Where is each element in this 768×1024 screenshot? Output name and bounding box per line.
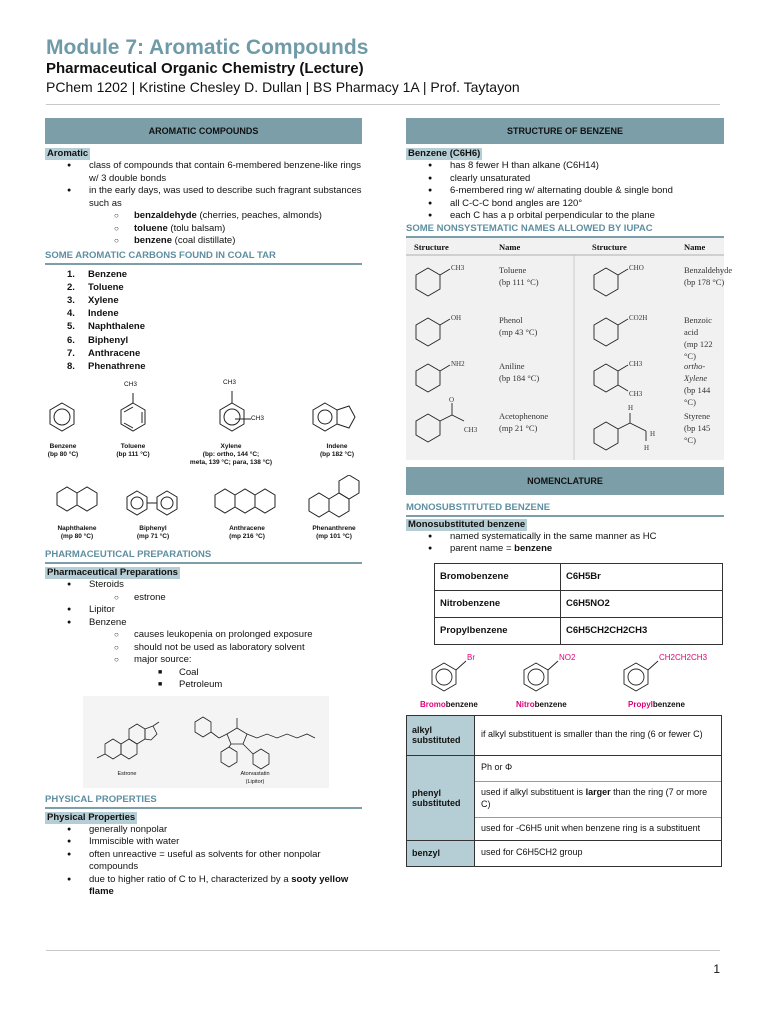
- iupac-col-header: Name: [499, 241, 521, 252]
- fragrant-name: benzaldehyde: [134, 210, 197, 221]
- benzene-struct-label: [45, 443, 81, 459]
- list-number: 3.: [67, 294, 75, 306]
- list-item: [45, 320, 362, 333]
- benzene-formula-label: Benzene (C6H6): [408, 148, 481, 159]
- list-item: [45, 185, 362, 248]
- list-item: ■ Petroleum: [45, 679, 362, 692]
- iupac-name: [684, 410, 724, 446]
- naphthalene-struct-label: [47, 525, 107, 541]
- list-text: Phenathrene: [88, 360, 146, 372]
- list-text: Indene: [88, 308, 119, 320]
- fragrant-note: (coal distillate): [172, 235, 236, 246]
- label-line: (mp 71 °C): [136, 533, 170, 541]
- pharm-label: Pharmaceutical Preparations: [47, 567, 178, 579]
- label-line: (mp 101 °C): [316, 533, 352, 541]
- iupac-col-header: Structure: [414, 241, 449, 252]
- substituent-label: H: [644, 443, 650, 452]
- stem: benzene: [445, 699, 478, 709]
- atorvastatin-label: [225, 770, 285, 786]
- name-line: (bp 178 °C): [684, 276, 725, 287]
- table-cell: Nitrobenzene: [435, 590, 561, 617]
- mono-structures: [406, 649, 724, 715]
- pharm-heading: PHARMACEUTICAL PREPARATIONS: [45, 549, 362, 564]
- label-line: (bp 80 °C): [47, 451, 79, 459]
- name-line: (mp 43 °C): [499, 326, 538, 337]
- label-line: (mp 216 °C): [229, 533, 265, 541]
- list-text: Biphenyl: [88, 334, 129, 346]
- table-cell: Propylbenzene: [435, 617, 561, 644]
- iupac-name: [499, 264, 539, 288]
- label-line: (Lipitor): [245, 778, 265, 785]
- substituent-label: CHO: [629, 263, 644, 272]
- anthracene-struct-label: [217, 525, 277, 541]
- substituent-table: [406, 715, 722, 867]
- substituent-label: CH3: [629, 359, 643, 368]
- list-item-text: parent name =: [450, 543, 515, 554]
- list-item: [45, 223, 362, 236]
- list-item-text: in the early days, was used to describe such fragrant substances such as: [89, 185, 362, 209]
- bromobenzene-label: [420, 701, 478, 709]
- list-number: 5.: [67, 321, 75, 333]
- name-line: Benzoic acid: [684, 314, 712, 337]
- list-item: ● has 8 fewer H than alkane (C6H14): [406, 160, 724, 173]
- table-cell: C6H5NO2: [561, 590, 723, 617]
- page-number: 1: [713, 962, 720, 976]
- iupac-name: [499, 360, 539, 384]
- label-line: Indene: [326, 443, 348, 451]
- table-row: [407, 715, 722, 755]
- list-item: [45, 210, 362, 223]
- table-row: [435, 617, 723, 644]
- table-cell: Bromobenzene: [435, 563, 561, 590]
- module-title: Module 7: Aromatic Compounds: [46, 36, 369, 59]
- substituent-label: CH3: [451, 263, 465, 272]
- stem: benzene: [652, 699, 685, 709]
- prefix: Nitro: [516, 699, 535, 709]
- list-text: Toluene: [88, 281, 124, 293]
- substituent-label: NH2: [451, 359, 465, 368]
- list-item-bold: benzene: [514, 543, 553, 554]
- label-line: Toluene: [120, 443, 146, 451]
- list-item: ○ estrone: [45, 592, 362, 605]
- name-line: (bp 145 °C): [684, 422, 711, 445]
- iupac-name: [684, 314, 724, 362]
- list-item: [45, 874, 362, 899]
- table-cell: phenyl substituted: [407, 755, 475, 840]
- table-row: [435, 563, 723, 590]
- list-item: ● 6-membered ring w/ alternating double & single bond: [406, 185, 724, 198]
- monosubstituted-table: [434, 563, 723, 645]
- list-item: ● named systematically in the same manner as HC: [406, 531, 724, 544]
- label-line: Xylene: [220, 443, 242, 451]
- mono-bullets: [406, 531, 724, 556]
- phys-heading: PHYSICAL PROPERTIES: [45, 794, 362, 809]
- list-item: ○ causes leukopenia on prolonged exposure: [45, 629, 362, 642]
- table-cell: C6H5Br: [561, 563, 723, 590]
- label-line: Phenanthrene: [312, 525, 356, 533]
- table-cell: C6H5CH2CH2CH3: [561, 617, 723, 644]
- iupac-names-table: [406, 238, 733, 460]
- substituent-label: CO2H: [629, 313, 648, 322]
- label-line: Naphthalene: [57, 525, 97, 533]
- list-item-text: due to higher ratio of C to H, characterized by a: [89, 873, 292, 885]
- note-bold: larger: [585, 787, 611, 797]
- list-item-text: major source:: [134, 654, 192, 666]
- name-line: Aniline: [499, 360, 525, 371]
- fragrant-name: benzene: [134, 235, 173, 246]
- benzene-bullets: [406, 160, 724, 223]
- list-item: ● Lipitor: [45, 604, 362, 617]
- list-item: [45, 360, 362, 373]
- fragrant-note: (cherries, peaches, almonds): [196, 210, 322, 221]
- list-item: [45, 235, 362, 248]
- name-line: Acetophenone: [499, 410, 549, 421]
- list-item-bold: sooty yellow flame: [89, 873, 349, 898]
- aromatic-label: Aromatic: [47, 148, 89, 159]
- left-column: [45, 118, 362, 899]
- footer-divider: [46, 950, 720, 951]
- nitrobenzene-label: [516, 701, 567, 709]
- list-text: Benzene: [88, 268, 128, 280]
- mono-heading: MONOSUBSTITUTED BENZENE: [406, 502, 724, 517]
- table-row: [435, 590, 723, 617]
- iupac-name: [499, 314, 537, 338]
- phys-bullets: [45, 824, 362, 899]
- course-info: PChem 1202 | Kristine Chesley D. Dullan | BS Pharmacy 1A | Prof. Taytayon: [46, 79, 520, 95]
- band-nomenclature: NOMENCLATURE: [406, 467, 724, 495]
- list-item: [45, 654, 362, 692]
- list-item: [45, 281, 362, 294]
- substituent-label: CH3: [464, 425, 478, 434]
- table-row: [407, 840, 722, 866]
- list-text: Anthracene: [88, 347, 141, 359]
- list-item: [45, 307, 362, 320]
- biphenyl-struct-label: [125, 525, 181, 541]
- label-line: (bp 111 °C): [116, 451, 150, 459]
- coal-tar-structures-row1: [45, 379, 362, 471]
- phenanthrene-struct-label: [303, 525, 365, 541]
- phenyl-note: Ph or Φ: [475, 756, 721, 783]
- stem: benzene: [534, 699, 567, 709]
- ch3-label: CH3: [223, 379, 237, 387]
- coal-tar-heading: SOME AROMATIC CARBONS FOUND IN COAL TAR: [45, 250, 362, 265]
- header-divider: [46, 104, 720, 105]
- phenyl-note: used for -C6H5 unit when benzene ring is a substituent: [481, 823, 701, 833]
- table-cell: if alkyl substituent is smaller than the ring (6 or fewer C): [475, 715, 722, 755]
- table-cell: alkyl substituted: [407, 715, 475, 755]
- substituent-propyl: CH2CH2CH3: [659, 652, 708, 662]
- list-item: ■ Coal: [45, 667, 362, 680]
- list-item: ● clearly unsaturated: [406, 173, 724, 186]
- band-structure-of-benzene: STRUCTURE OF BENZENE: [406, 118, 724, 144]
- list-number: 4.: [67, 308, 75, 320]
- list-item: ● each C has a p orbital perpendicular to the plane: [406, 210, 724, 223]
- substituent-no2: NO2: [559, 652, 576, 662]
- fragrant-note: (tolu balsam): [167, 222, 226, 234]
- label-line: (mp 80 °C): [60, 533, 94, 541]
- iupac-name: [684, 360, 724, 408]
- fragrant-name: toluene: [134, 222, 168, 234]
- name-line: (bp 144 °C): [684, 384, 711, 407]
- table-row: [407, 755, 722, 840]
- name-line: (bp 184 °C): [499, 372, 540, 383]
- drug-structures: [45, 696, 362, 788]
- table-cell: benzyl: [407, 840, 475, 866]
- label-line: Biphenyl: [139, 525, 167, 533]
- toluene-struct-label: [109, 443, 157, 459]
- table-cell: [475, 755, 722, 840]
- list-item: [45, 617, 362, 692]
- list-number: 6.: [67, 334, 75, 346]
- substituent-label: O: [449, 395, 455, 404]
- right-column: [406, 118, 733, 867]
- note-text: than the ring (7 or more C): [481, 787, 708, 809]
- label-line: Benzene: [49, 443, 77, 451]
- coal-tar-structures-row2: [45, 475, 362, 551]
- iupac-heading: SOME NONSYSTEMATIC NAMES ALLOWED BY IUPAC: [406, 223, 724, 238]
- label-line: (bp: ortho, 144 °C;: [202, 451, 260, 459]
- iupac-name: [499, 410, 548, 434]
- list-item: ● Immiscible with water: [45, 836, 362, 849]
- label-line: Anthracene: [229, 525, 265, 533]
- label-line: meta, 139 °C; para, 138 °C): [189, 459, 273, 467]
- list-text: Naphthalene: [88, 321, 146, 333]
- ch3-label: CH3: [251, 415, 265, 423]
- list-item: ● generally nonpolar: [45, 824, 362, 837]
- list-item-text: Benzene: [89, 616, 127, 628]
- name-line: Styrene: [684, 410, 710, 421]
- propylbenzene-label: [628, 701, 685, 709]
- name-line: Phenol: [499, 314, 523, 325]
- list-item-text: Steroids: [89, 579, 124, 591]
- name-line: Toluene: [499, 264, 527, 275]
- mono-label: Monosubstituted benzene: [408, 518, 526, 530]
- document-header: [46, 36, 726, 96]
- iupac-col-header: Structure: [592, 241, 627, 252]
- list-item: ○ should not be used as laboratory solvent: [45, 642, 362, 655]
- list-item: [406, 543, 724, 556]
- iupac-col-header: Name: [684, 241, 706, 252]
- name-line: (bp 111 °C): [499, 276, 539, 287]
- substituent-label: CH3: [629, 389, 643, 398]
- prefix: Propyl: [628, 699, 653, 709]
- prefix: Bromo: [420, 699, 446, 709]
- substituent-br: Br: [467, 652, 475, 662]
- estrone-label: Estrone: [117, 770, 137, 777]
- ch3-label: CH3: [124, 381, 138, 389]
- aromatic-bullets: [45, 160, 362, 248]
- table-cell: used for C6H5CH2 group: [475, 840, 722, 866]
- band-aromatic-compounds: AROMATIC COMPOUNDS: [45, 118, 362, 144]
- list-item: ● all C-C-C bond angles are 120°: [406, 198, 724, 211]
- iupac-name: [684, 264, 732, 288]
- list-number: 8.: [67, 360, 75, 372]
- note-text: used if alkyl substituent is: [481, 787, 586, 797]
- list-item: [45, 347, 362, 360]
- list-item: [45, 268, 362, 281]
- list-item: ● often unreactive = useful as solvents for other nonpolar compounds: [45, 849, 362, 874]
- drug-structures-svg: [45, 696, 362, 788]
- list-text: Xylene: [88, 294, 119, 306]
- coal-tar-list: [45, 268, 362, 374]
- list-item: [45, 334, 362, 347]
- phenyl-note: [475, 782, 721, 818]
- name-line: ortho-Xylene: [684, 360, 708, 383]
- label-line: (bp 182 °C): [319, 451, 355, 459]
- indene-struct-label: [313, 443, 361, 459]
- pharm-bullets: [45, 579, 362, 692]
- name-line: (mp 122 °C): [684, 338, 713, 361]
- name-line: (mp 21 °C): [499, 422, 538, 433]
- name-line: Benzaldehyde: [684, 264, 733, 275]
- list-item: [45, 294, 362, 307]
- substituent-label: OH: [451, 313, 462, 322]
- substituent-label: H: [628, 403, 634, 412]
- list-number: 1.: [67, 268, 75, 280]
- list-number: 7.: [67, 347, 75, 359]
- course-subtitle: Pharmaceutical Organic Chemistry (Lecture): [46, 60, 364, 77]
- label-line: Atorvastatin: [240, 770, 270, 777]
- list-number: 2.: [67, 281, 75, 293]
- phys-label: Physical Properties: [47, 811, 136, 823]
- list-item: ● class of compounds that contain 6-membered benzene-like rings w/ 3 double bonds: [45, 160, 362, 185]
- xylene-struct-label: [181, 443, 281, 467]
- substituent-label: H: [650, 429, 656, 438]
- list-item: [45, 579, 362, 604]
